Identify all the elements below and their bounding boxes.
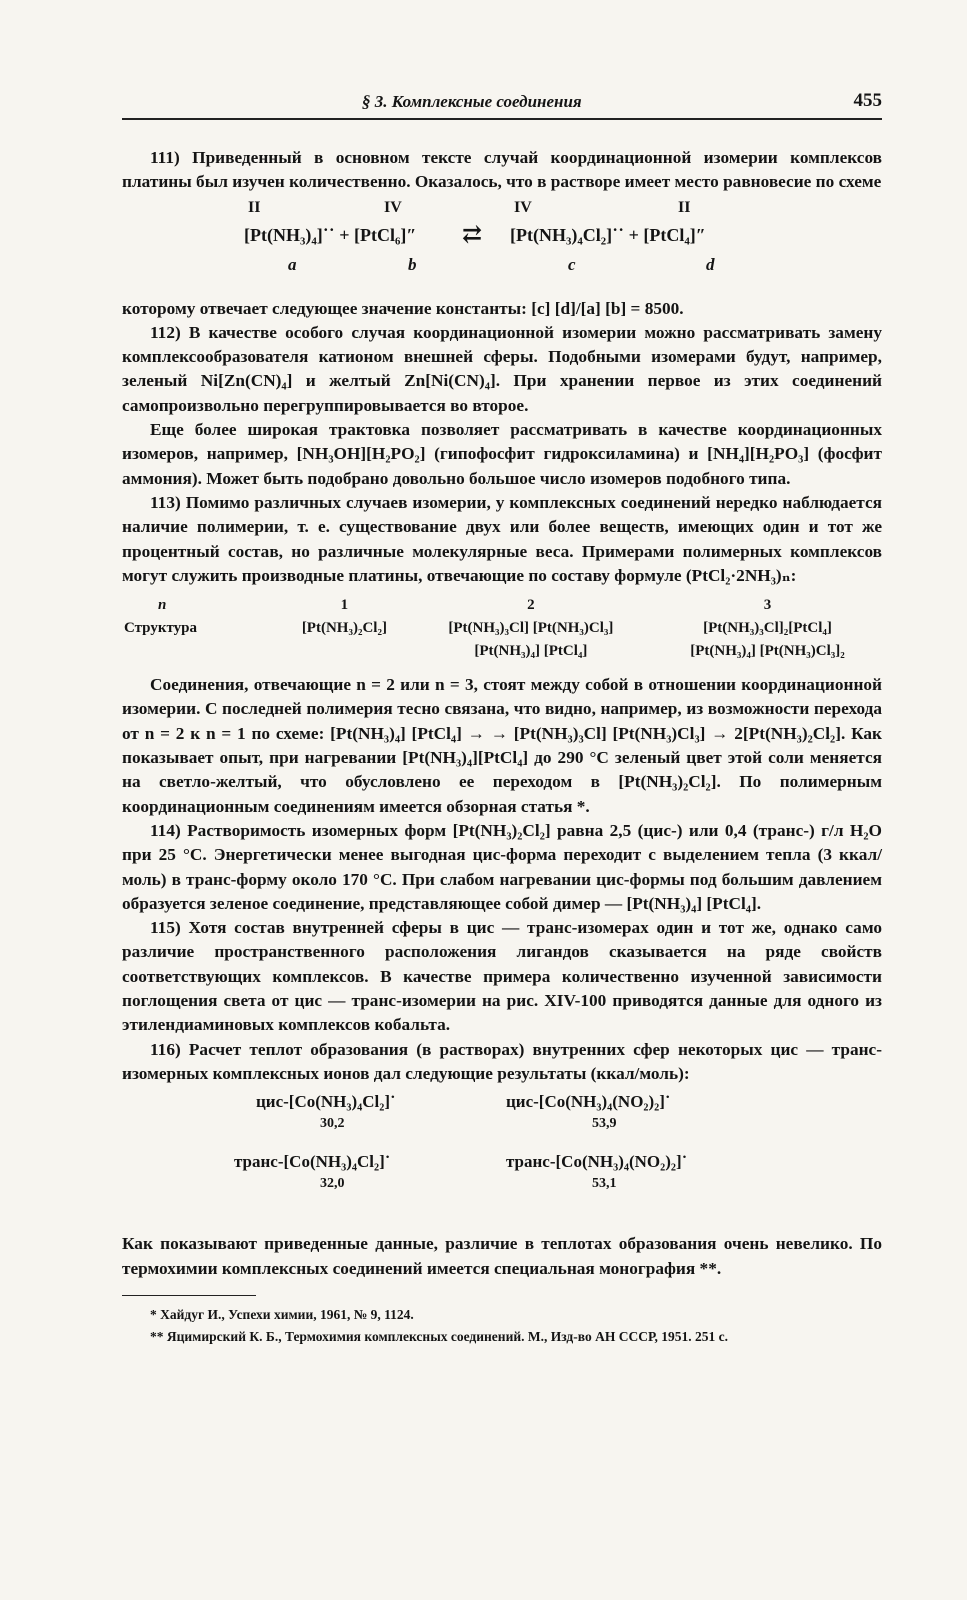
complex-formula: транс-[Co(NH₃)₄Cl₂]˙ — [234, 1152, 391, 1172]
structure-cell: [Pt(NH₃)₄] [PtCl₄] — [474, 643, 588, 660]
oxidation-state: II — [248, 198, 261, 216]
polymer-table — [122, 594, 882, 663]
heat-value: 53,9 — [592, 1116, 617, 1132]
structure-cell: [Pt(NH₃)₂Cl₂] — [301, 620, 387, 637]
complex-formula: транс-[Co(NH₃)₄(NO₂)₂]˙ — [506, 1152, 688, 1172]
structure-label: Структура — [124, 620, 197, 637]
complex-formula: цис-[Co(NH₃)₄(NO₂)₂]˙ — [506, 1092, 671, 1112]
page-number: 455 — [853, 90, 882, 111]
equilibrium-equation — [122, 197, 882, 293]
equation-right: [Pt(NH₃)₄Cl₂]˙˙ + [PtCl₄]″ — [510, 224, 706, 245]
paragraph-115: 115) Хотя состав внутренней сферы в цис — транс-изомерах один и тот же, однако само различие пространственного расположения лигандов сказывается на ряде свойств соответствующих комплексов. В качестве примера количественно изученной зависимости поглощения света от цис — транс-изомерии на рис. XIV-100 приводятся данные для одного из этилендиаминовых комплексов кобальта. — [122, 918, 882, 1035]
n-value: 1 — [340, 597, 349, 614]
oxidation-state: IV — [514, 198, 532, 216]
paragraph-113-continued: Соединения, отвечающие n = 2 или n = 3, стоят между собой в отношении координационной изомерии. С последней полимерия тесно связана, что видно, например, из возможности перехода от n = 2 к n = 1 по схеме: [Pt(NH₃)₄] [PtCl₄] → → [Pt(NH₃)₃Cl] [Pt(NH₃)Cl₃] → 2[Pt(NH₃)₂Cl₂]. Как показывает опыт, при нагревании [Pt(NH₃)₄][PtCl₄] до 290 °С зеленый цвет этой соли меняется на светло-желтый, что обусловлено ее переходом в [Pt(NH₃)₂Cl₂]. По полимерным координационным соединениям имеется обзорная статья *. — [122, 675, 882, 816]
footnote-rule — [122, 1295, 256, 1296]
footnote: * Хайдуг И., Успехи химии, 1961, № 9, 1124. — [150, 1306, 414, 1322]
n-value: 2 — [527, 597, 535, 614]
paragraph-114: 114) Растворимость изомерных форм [Pt(NH₃)₂Cl₂] равна 2,5 (цис-) или 0,4 (транс-) г/л H₂O при 25 °С. Энергетически менее выгодная цис-форма переходит с выделением тепла (3 ккал/моль) в транс-форму около 170 °С. При слабом нагревании цис-формы под большим давлением образуется зеленое соединение, представляющее собой димер — [Pt(NH₃)₄] [PtCl₄]. — [122, 820, 882, 913]
paragraph-112-continued: Еще более широкая трактовка позволяет рассматривать в качестве координационных изомеров, например, [NH₃OH][H₂PO₂] (гипофосфит гидроксиламина) и [NH₄][H₂PO₃] (фосфит аммония). Может быть подобрано довольно большое число изомеров подобного типа. — [122, 420, 882, 488]
heat-value: 30,2 — [320, 1116, 345, 1132]
species-label: b — [408, 254, 417, 274]
heat-value: 32,0 — [320, 1176, 345, 1192]
structure-cell — [280, 640, 409, 663]
paragraph-112: 112) В качестве особого случая координационной изомерии можно рассматривать замену комплексообразователя катионом внешней сферы. Подобными изомерами будут, например, зеленый Ni[Zn(CN)₄] и желтый Zn[Ni(CN)₄]. При хранении первое из этих соединений самопроизвольно перегруппировывается во второе. — [122, 322, 882, 415]
running-header — [122, 88, 882, 120]
paragraph-111: 111) Приведенный в основном тексте случай координационной изомерии комплексов платины был изучен количественно. Оказалось, что в растворе имеет место равновесие по схеме — [122, 148, 882, 192]
paragraph-116: 116) Расчет теплот образования (в растворах) внутренних сфер некоторых цис — транс-изомерных комплексных ионов дал следующие результаты (ккал/моль): — [122, 1039, 882, 1083]
equilibrium-arrow: ⇄ — [462, 221, 483, 248]
section-title: § 3. Комплексные соединения — [362, 92, 582, 111]
page-body — [122, 146, 882, 1348]
species-label: c — [568, 254, 576, 274]
formation-heats — [122, 1092, 882, 1218]
species-label: d — [706, 254, 715, 274]
oxidation-state: IV — [384, 198, 402, 216]
structure-cell: [Pt(NH₃)₄] [Pt(NH₃)Cl₃]₂ — [690, 643, 845, 660]
n-label: n — [158, 597, 167, 614]
complex-formula: цис-[Co(NH₃)₄Cl₂]˙ — [256, 1092, 396, 1112]
paragraph-111-constant: которому отвечает следующее значение константы: [c] [d]/[a] [b] = 8500. — [122, 298, 684, 318]
paragraph-113: 113) Помимо различных случаев изомерии, у комплексных соединений нередко наблюдается наличие полимерии, т. е. существование двух или более веществ, имеющих один и тот же процентный состав, но различные молекулярные веса. Примерами полимерных комплексов могут служить производные платины, отвечающие по составу формуле (PtCl₂·2NH₃)ₙ: — [122, 492, 882, 585]
footnote: ** Яцимирский К. Б., Термохимия комплексных соединений. М., Изд-во АН СССР, 1951. 251 с. — [150, 1328, 729, 1344]
structure-cell: [Pt(NH₃)₃Cl]₂[PtCl₄] — [703, 620, 832, 637]
paragraph-116-continued: Как показывают приведенные данные, различие в теплотах образования очень невелико. По термохимии комплексных соединений имеется специальная монография **. — [122, 1234, 882, 1278]
equation-left: [Pt(NH₃)₄]˙˙ + [PtCl₆]″ — [244, 224, 417, 245]
species-label: a — [288, 254, 297, 274]
heat-value: 53,1 — [592, 1176, 617, 1192]
oxidation-state: II — [678, 198, 691, 216]
n-value: 3 — [763, 597, 772, 614]
structure-cell: [Pt(NH₃)₃Cl] [Pt(NH₃)Cl₃] — [448, 620, 614, 637]
